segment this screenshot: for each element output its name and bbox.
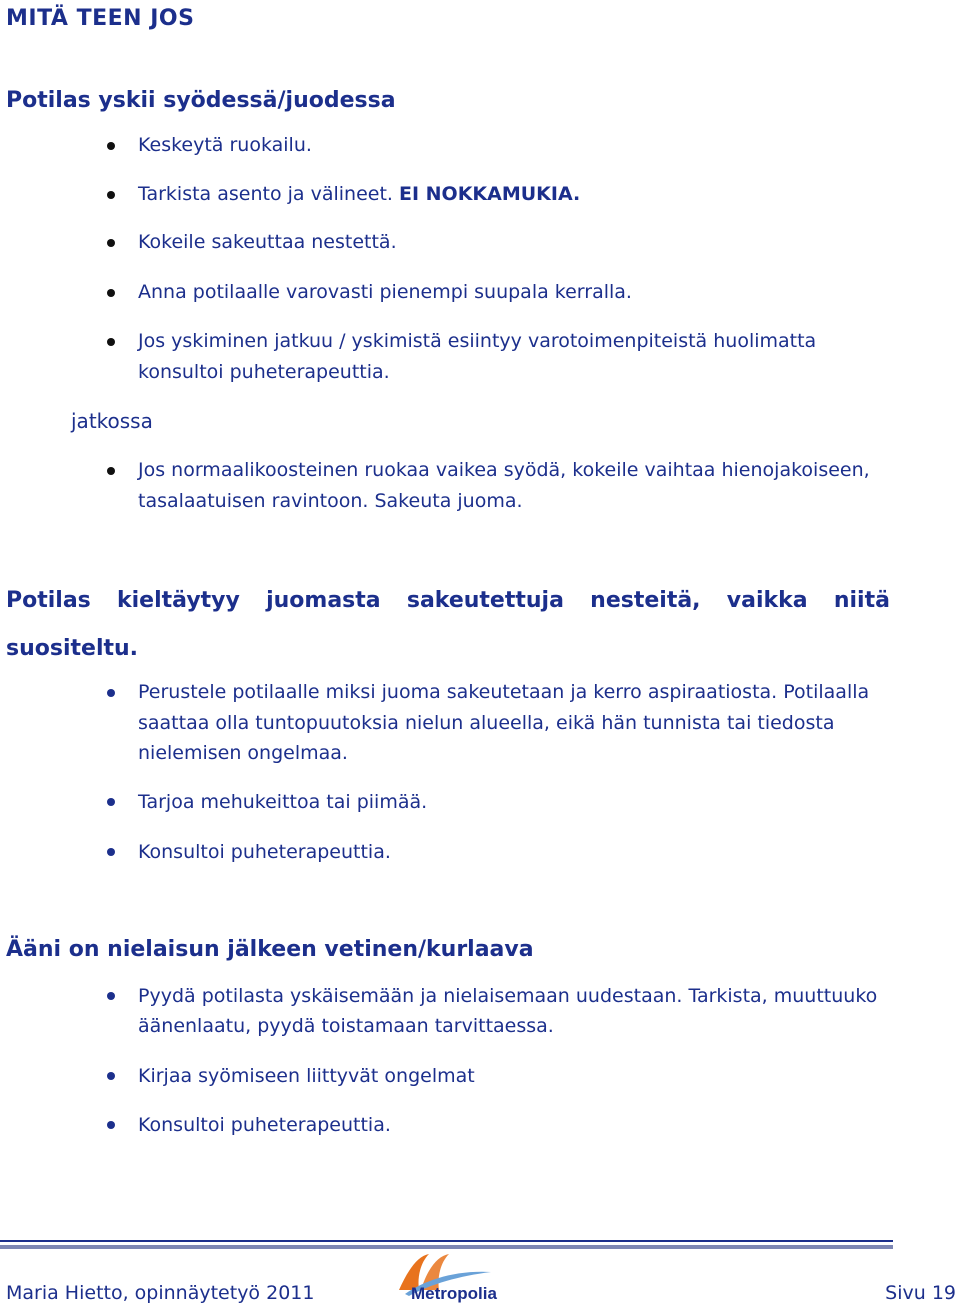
- section-heading-continuation: suositeltu.: [6, 636, 139, 661]
- list-item-text: Tarkista asento ja välineet.: [138, 183, 393, 205]
- footer-rule-shadow: [0, 1245, 893, 1249]
- logo-text: Metropolia: [411, 1284, 497, 1303]
- list-item: Kokeile sakeuttaa nestettä.: [138, 231, 397, 253]
- metropolia-logo: [395, 1250, 525, 1308]
- heading-word: niitä: [833, 588, 890, 613]
- list-item: [138, 179, 580, 210]
- bullet-icon: [107, 289, 115, 297]
- bullet-icon: [107, 239, 115, 247]
- bullet-icon: [107, 992, 115, 1000]
- list-item: Konsultoi puheterapeuttia.: [138, 1114, 391, 1136]
- page-title: MITÄ TEEN JOS: [6, 6, 195, 31]
- section-heading: Potilas yskii syödessä/juodessa: [6, 88, 396, 113]
- bullet-icon: [107, 142, 115, 150]
- list-item: Konsultoi puheterapeuttia.: [138, 841, 391, 863]
- list-item: Jos normaalikoosteinen ruokaa vaikea syödä, kokeile vaihtaa hienojakoiseen,: [138, 459, 870, 481]
- list-item-continuation: äänenlaatu, pyydä toistamaan tarvittaessa.: [138, 1015, 554, 1037]
- bullet-icon: [107, 191, 115, 199]
- list-item: Keskeytä ruokailu.: [138, 134, 312, 156]
- list-item: Kirjaa syömiseen liittyvät ongelmat: [138, 1065, 475, 1087]
- heading-word: nesteitä,: [590, 588, 701, 613]
- heading-word: juomasta: [266, 588, 381, 613]
- list-item: Tarjoa mehukeittoa tai piimää.: [138, 791, 428, 813]
- heading-word: kieltäytyy: [117, 588, 240, 613]
- list-item-continuation: saattaa olla tuntopuutoksia nielun alueella, eikä hän tunnista tai tiedosta: [138, 712, 835, 734]
- page-number: Sivu 19: [885, 1282, 956, 1304]
- bullet-icon: [107, 467, 115, 475]
- heading-word: Potilas: [6, 588, 91, 613]
- footer-author: Maria Hietto, opinnäytetyö 2011: [6, 1282, 315, 1304]
- list-item: Perustele potilaalle miksi juoma sakeutetaan ja kerro aspiraatiosta. Potilaalla: [138, 681, 870, 703]
- bullet-icon: [107, 1072, 115, 1080]
- subheading: jatkossa: [71, 409, 153, 433]
- list-item: Jos yskiminen jatkuu / yskimistä esiintyy varotoimenpiteistä huolimatta: [138, 330, 817, 352]
- bullet-icon: [107, 848, 115, 856]
- section-heading: Ääni on nielaisun jälkeen vetinen/kurlaava: [6, 937, 534, 962]
- bullet-icon: [107, 798, 115, 806]
- list-item: Anna potilaalle varovasti pienempi suupala kerralla.: [138, 281, 632, 303]
- list-item-continuation: nielemisen ongelmaa.: [138, 742, 348, 764]
- list-item: Pyydä potilasta yskäisemään ja nielaisemaan uudestaan. Tarkista, muuttuuko: [138, 985, 878, 1007]
- list-item-continuation: konsultoi puheterapeuttia.: [138, 361, 390, 383]
- list-item-continuation: tasalaatuisen ravintoon. Sakeuta juoma.: [138, 490, 523, 512]
- logo-mark-icon: [395, 1250, 525, 1308]
- bullet-icon: [107, 338, 115, 346]
- section-heading: [6, 588, 890, 613]
- bullet-icon: [107, 689, 115, 697]
- bullet-icon: [107, 1121, 115, 1129]
- emphasis-text: EI NOKKAMUKIA.: [398, 183, 581, 205]
- heading-word: sakeutettuja: [406, 588, 564, 613]
- footer-rule: [0, 1240, 893, 1242]
- heading-word: vaikka: [726, 588, 808, 613]
